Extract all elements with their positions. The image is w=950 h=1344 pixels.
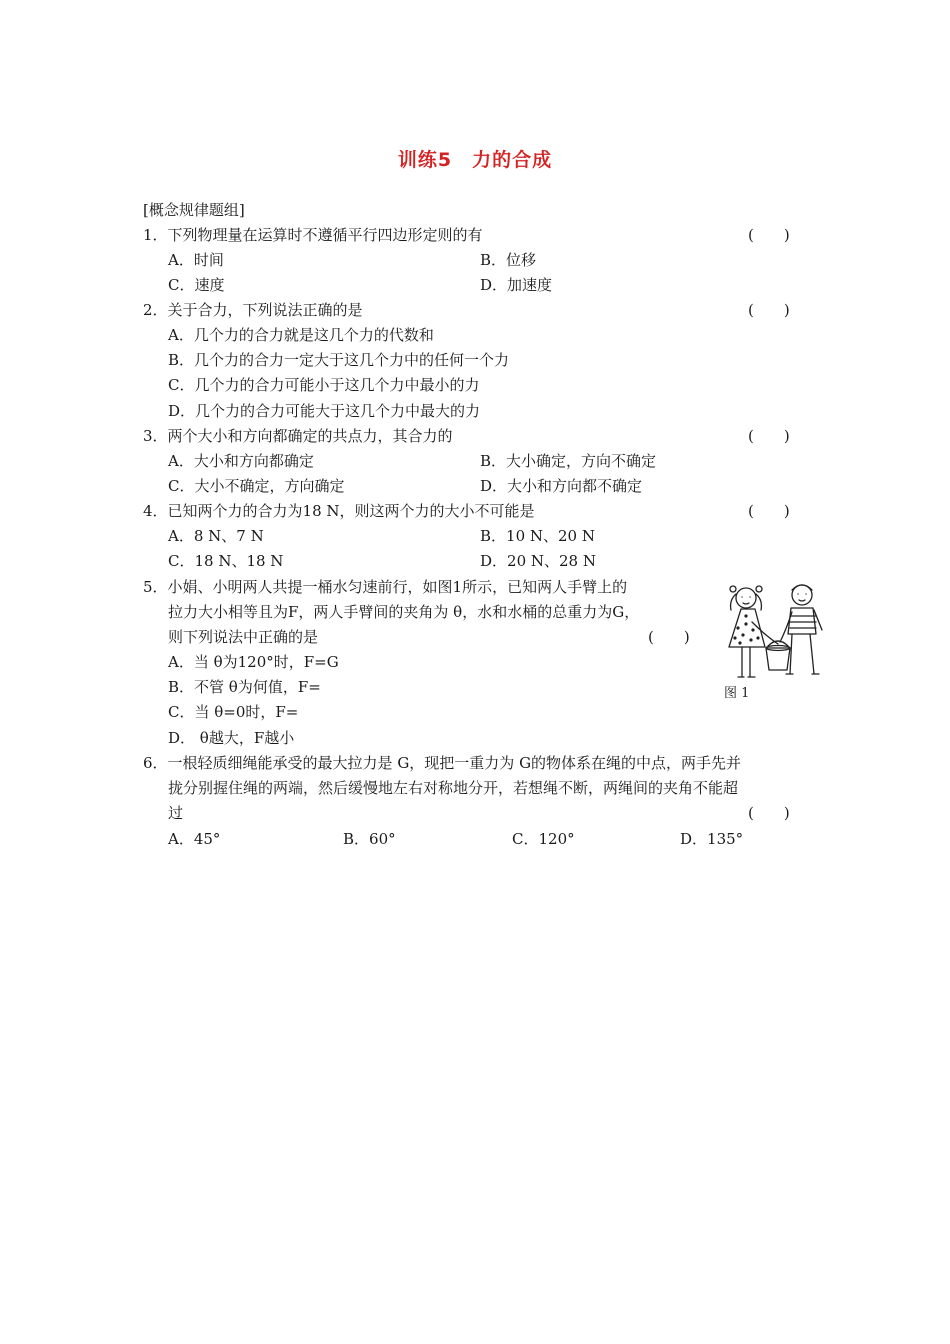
question-3-answer-blank: ( ) [748,427,790,445]
question-4-option-a: A．8 N、7 N [168,527,264,545]
question-5-option-c: C．当 θ=0时，F= [168,703,299,721]
question-1-option-a: A．时间 [168,251,224,269]
question-4-stem: 4．已知两个力的合力为18 N，则这两个力的大小不可能是 [143,502,535,520]
question-1-option-d: D．加速度 [480,276,553,294]
question-6-option-c: C．120° [512,830,575,848]
question-5-stem-line-3: 则下列说法中正确的是 [168,628,319,646]
question-2-option-c: C．几个力的合力可能小于这几个力中最小的力 [168,376,480,394]
question-4-option-c: C．18 N、18 N [168,552,284,570]
question-3-option-b: B．大小确定，方向不确定 [480,452,657,470]
question-6-stem-line-2: 拢分别握住绳的两端，然后缓慢地左右对称地分开，若想绳不断，两绳间的夹角不能超 [168,779,739,797]
question-1-answer-blank: ( ) [748,226,790,244]
figure-1-two-children-carrying-bucket [716,578,834,696]
figure-1-caption: 图 1 [724,686,750,701]
question-5-answer-blank: ( ) [648,628,690,646]
question-6-option-b: B．60° [343,830,396,848]
question-4-option-d: D．20 N、28 N [480,552,596,570]
question-6-stem-line-1: 6．一根轻质细绳能承受的最大拉力是 G，现把一重力为 G的物体系在绳的中点，两手先并 [143,754,742,772]
question-5-stem-line-2: 拉力大小相等且为F，两人手臂间的夹角为 θ，水和水桶的总重力为G， [168,603,640,621]
question-1-stem: 1．下列物理量在运算时不遵循平行四边形定则的有 [143,226,483,244]
question-6-answer-blank: ( ) [748,804,790,822]
question-6-option-a: A．45° [168,830,221,848]
page-title: 训练5 力的合成 [397,149,553,171]
question-4-option-b: B．10 N、20 N [480,527,595,545]
question-3-option-a: A．大小和方向都确定 [168,452,314,470]
question-2-stem: 2．关于合力，下列说法正确的是 [143,301,363,319]
question-5-option-a: A．当 θ为120°时，F=G [168,653,339,671]
question-4-answer-blank: ( ) [748,502,790,520]
question-2-option-b: B．几个力的合力一定大于这几个力中的任何一个力 [168,351,510,369]
question-2-answer-blank: ( ) [748,301,790,319]
question-1-option-c: C．速度 [168,276,225,294]
question-2-option-a: A．几个力的合力就是这几个力的代数和 [168,326,434,344]
question-5-option-b: B．不管 θ为何值，F= [168,678,321,696]
section-label: [概念规律题组] [143,201,245,219]
question-1-option-b: B．位移 [480,251,537,269]
question-6-stem-line-3: 过 [168,804,184,822]
question-6-option-d: D．135° [680,830,744,848]
question-2-option-d: D．几个力的合力可能大于这几个力中最大的力 [168,402,481,420]
question-3-stem: 3．两个大小和方向都确定的共点力，其合力的 [143,427,453,445]
question-3-option-d: D．大小和方向都不确定 [480,477,643,495]
question-3-option-c: C．大小不确定，方向确定 [168,477,345,495]
question-5-stem-line-1: 5．小娟、小明两人共提一桶水匀速前行，如图1所示，已知两人手臂上的 [143,578,628,596]
question-5-option-d: D． θ越大，F越小 [168,729,295,747]
